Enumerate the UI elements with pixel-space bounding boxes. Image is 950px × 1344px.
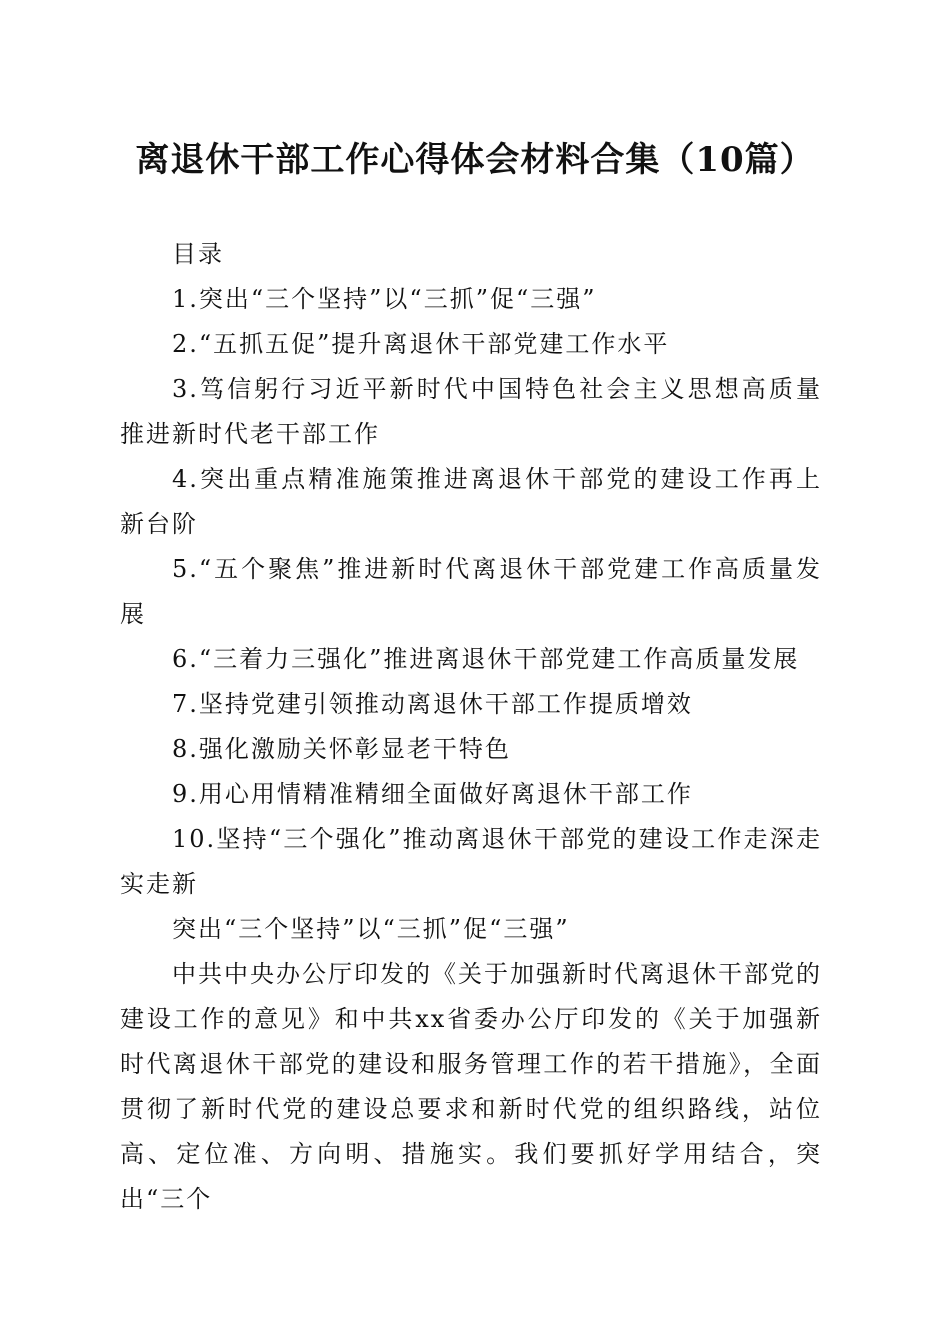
toc-item-10: 10.坚持“三个强化”推动离退休干部党的建设工作走深走实走新 — [120, 825, 822, 898]
section-heading: 突出“三个坚持”以“三抓”促“三强” — [172, 915, 570, 943]
toc-item-4: 4.突出重点精准施策推进离退休干部党的建设工作再上新台阶 — [120, 465, 822, 538]
toc-item-3: 3.笃信躬行习近平新时代中国特色社会主义思想高质量推进新时代老干部工作 — [120, 375, 822, 448]
toc-item-2: 2.“五抓五促”提升离退休干部党建工作水平 — [172, 330, 670, 358]
document-title: 离退休干部工作心得体会材料合集（10篇） — [135, 140, 815, 180]
toc-item-6: 6.“三着力三强化”推进离退休干部党建工作高质量发展 — [172, 645, 800, 673]
toc-item-1: 1.突出“三个坚持”以“三抓”促“三强” — [172, 285, 597, 313]
toc-item-7: 7.坚持党建引领推动离退休干部工作提质增效 — [172, 690, 693, 718]
document-body — [120, 232, 822, 1222]
toc-heading: 目录 — [172, 240, 224, 268]
toc-item-5: 5.“五个聚焦”推进新时代离退休干部党建工作高质量发展 — [120, 555, 822, 628]
toc-item-9: 9.用心用情精准精细全面做好离退休干部工作 — [172, 780, 693, 808]
toc-item-8: 8.强化激励关怀彰显老干特色 — [172, 735, 511, 763]
section-paragraph: 中共中央办公厅印发的《关于加强新时代离退休干部党的建设工作的意见》和中共xx省委办公厅印发的《关于加强新时代离退休干部党的建设和服务管理工作的若干措施》，全面贯彻了新时代党的建设总要求和新时代党的组织路线，站位高、定位准、方向明、措施实。我们要抓好学用结合，突出“三个 — [120, 960, 822, 1213]
